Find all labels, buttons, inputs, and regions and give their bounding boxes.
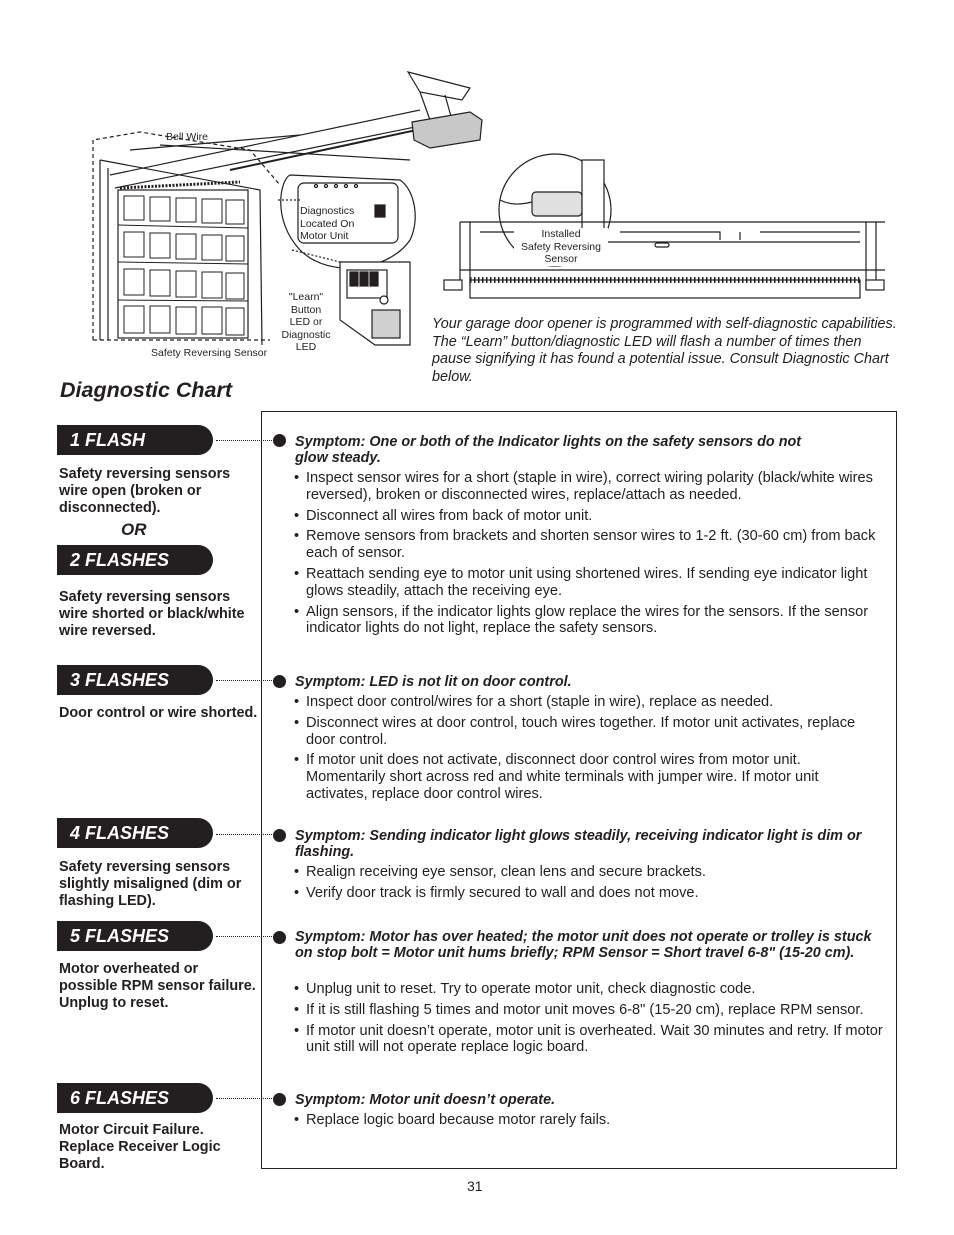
bullet-dot [273,434,286,447]
list-item: • Reattach sending eye to motor unit using shortened wires. If sending eye indicator light glows steadily, attach the receiving eye. [294,566,884,600]
code-tab-5-flashes: 5 FLASHES [57,921,213,951]
diagnostics-location-label: Diagnostics Located On Motor Unit [300,205,355,242]
code-tab-3-flashes: 3 FLASHES [57,665,213,695]
bullet-dot [273,675,286,688]
list-item: • Unplug unit to reset. Try to operate motor unit, check diagnostic code. [294,981,884,998]
list-item: • Replace logic board because motor rarely fails. [294,1112,884,1129]
code-desc-4-flashes: Safety reversing sensors slightly misaligned (dim or flashing LED). [59,859,242,909]
list-item: • Disconnect wires at door control, touch wires together. If motor unit activates, replace door control. [294,715,884,749]
symptom-list-3 [294,864,884,906]
list-item: • If it is still flashing 5 times and motor unit moves 6-8" (15-20 cm), replace RPM sensor. [294,1002,884,1019]
symptom-title-1: Symptom: One or both of the Indicator lights on the safety sensors do not glow steady. [295,434,802,467]
symptom-title-4: Symptom: Motor has over heated; the motor unit does not operate or trolley is stuck on stop bolt = Motor unit hums briefly; RPM Sensor = Short travel 6-8" (15-20 cm). [295,929,872,962]
chart-title: Diagnostic Chart [60,378,233,402]
list-item: • Verify door track is firmly secured to wall and does not move. [294,885,884,902]
code-tab-2-flashes: 2 FLASHES [57,545,213,575]
code-tab-1-flash: 1 FLASH [57,425,213,455]
leader-line [216,1098,276,1099]
code-desc-3-flashes: Door control or wire shorted. [59,705,258,721]
symptom-list-2 [294,694,884,807]
list-item: • Remove sensors from brackets and shorten sensor wires to 1-2 ft. (30-60 cm) from back each of sensor. [294,528,884,562]
symptom-title-2: Symptom: LED is not lit on door control. [295,674,572,690]
bell-wire-label: Bell Wire [166,131,209,143]
leader-line [216,834,276,835]
symptom-list-1 [294,470,884,641]
learn-button-label: "Learn" Button LED or Diagnostic LED [281,291,331,353]
code-desc-6-flashes: Motor Circuit Failure. Replace Receiver Logic Board. [59,1122,221,1172]
symptom-list-5 [294,1112,884,1133]
code-tab-4-flashes: 4 FLASHES [57,818,213,848]
list-item: • Align sensors, if the indicator lights glow replace the wires for the sensors. If the sensor indicator lights do not light, replace the safety sensors. [294,604,884,638]
code-tab-6-flashes: 6 FLASHES [57,1083,213,1113]
garage-door-illustration [0,0,954,370]
or-label: OR [121,520,147,539]
leader-line [216,680,276,681]
page-number: 31 [467,1178,483,1194]
list-item: • Disconnect all wires from back of motor unit. [294,508,884,525]
list-item: • If motor unit does not activate, disconnect door control wires from motor unit. Momentarily short across red and white terminals with jumper wire. If motor unit activates, replace door control wires. [294,752,884,802]
installed-sensor-label: Installed Safety Reversing Sensor [514,228,608,266]
bullet-dot [273,931,286,944]
symptom-title-5: Symptom: Motor unit doesn’t operate. [295,1092,556,1108]
symptom-list-4 [294,981,884,1060]
list-item: • If motor unit doesn’t operate, motor unit is overheated. Wait 30 minutes and retry. If motor unit still will not operate replace logic board. [294,1023,884,1057]
list-item: • Inspect sensor wires for a short (staple in wire), correct wiring polarity (black/white wires reversed), broken or disconnected wires, replace/attach as needed. [294,470,884,504]
symptom-title-3: Symptom: Sending indicator light glows steadily, receiving indicator light is dim or flashing. [295,828,862,861]
code-desc-2-flashes: Safety reversing sensors wire shorted or black/white wire reversed. [59,589,245,639]
code-desc-1-flash: Safety reversing sensors wire open (broken or disconnected). [59,466,231,516]
bullet-dot [273,829,286,842]
list-item: • Realign receiving eye sensor, clean lens and secure brackets. [294,864,884,881]
leader-line [216,440,276,441]
safety-sensor-label: Safety Reversing Sensor [151,347,268,359]
list-item: • Inspect door control/wires for a short (staple in wire), replace as needed. [294,694,884,711]
leader-line [216,936,276,937]
code-desc-5-flashes: Motor overheated or possible RPM sensor failure. Unplug to reset. [59,961,256,1011]
bullet-dot [273,1093,286,1106]
intro-text: Your garage door opener is programmed with self-diagnostic capabilities. The “Learn” button/diagnostic LED will flash a number of times then pause signifying it has found a potential issue. Consult Diagnostic Chart below. [432,316,897,385]
